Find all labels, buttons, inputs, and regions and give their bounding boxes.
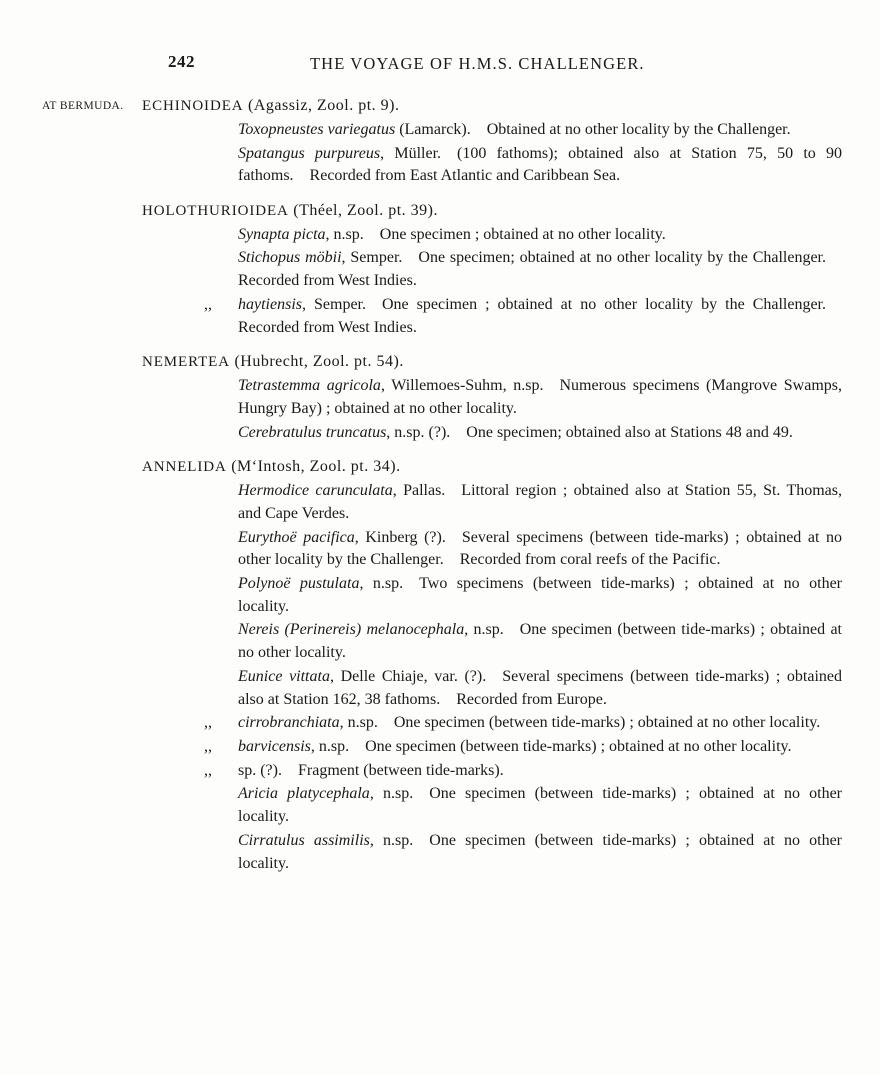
species-entry <box>178 783 842 828</box>
taxon-name: HOLOTHURIOIDEA <box>142 202 289 219</box>
species-name: Eunice vittata <box>238 667 330 685</box>
species-entry <box>178 760 842 783</box>
species-description: (Lamarck). Obtained at no other locality by the Challenger. <box>395 120 791 138</box>
taxon-group <box>142 96 842 188</box>
species-entry <box>178 736 842 759</box>
species-entry <box>178 573 842 618</box>
running-head: THE VOYAGE OF H.M.S. CHALLENGER. <box>310 54 645 73</box>
species-name: Hermodice carunculata <box>238 482 393 500</box>
species-entry <box>178 375 842 420</box>
species-entry <box>178 712 842 735</box>
taxon-group <box>142 457 842 875</box>
taxon-reference: (M‘Intosh, Zool. pt. 34). <box>226 458 401 476</box>
taxon-name: ANNELIDA <box>142 459 227 476</box>
species-description: , n.sp. One specimen (between tide-marks) ; obtained at no other locality. <box>238 785 842 826</box>
species-description: , Semper. One specimen ; obtained at no other locality by the Challenger. Recorded from West Indies. <box>238 295 842 336</box>
species-name: cirrobranchiata <box>238 714 340 732</box>
page-header <box>0 52 880 76</box>
species-name: Tetrastemma agricola <box>238 377 381 395</box>
species-entry <box>178 294 842 339</box>
species-entry <box>178 480 842 525</box>
taxon-group <box>142 201 842 339</box>
species-name: Aricia platycephala <box>238 785 370 803</box>
species-name: Cirratulus assimilis <box>238 831 370 849</box>
species-entry <box>178 422 842 445</box>
species-description: , n.sp. One specimen (between tide-marks) ; obtained at no other locality. <box>238 831 842 872</box>
species-entry <box>178 119 842 142</box>
species-description: , Kinberg (?). Several specimens (between tide-marks) ; obtained at no other locality by the Challenger. Recorded from coral reefs of the Pacific. <box>238 528 843 569</box>
taxon-name: ECHINOIDEA <box>142 98 244 114</box>
taxon-name: NEMERTEA <box>142 354 230 371</box>
species-description: sp. (?). Fragment (between tide-marks). <box>238 761 504 779</box>
species-name: Cerebratulus truncatus <box>238 423 387 441</box>
species-entry <box>178 224 842 247</box>
species-name: Nereis (Perinereis) melanocephala <box>238 621 465 639</box>
species-name: Spatangus purpureus <box>238 144 381 162</box>
species-description: , Semper. One specimen; obtained at no other locality by the Challenger. Recorded from West Indies. <box>238 249 842 290</box>
species-name: haytiensis <box>238 295 302 313</box>
species-description: , n.sp. Two specimens (between tide-marks) ; obtained at no other locality. <box>238 574 843 615</box>
taxon-reference: (Agassiz, Zool. pt. 9). <box>243 97 400 114</box>
ditto-mark: ,, <box>204 761 212 779</box>
taxon-reference: (Théel, Zool. pt. 39). <box>288 201 438 219</box>
species-description: , n.sp. (?). One specimen; obtained also at Stations 48 and 49. <box>386 423 793 441</box>
species-description: , n.sp. One specimen ; obtained at no other locality. <box>325 225 666 243</box>
taxon-group-heading <box>142 201 842 222</box>
taxon-group-heading <box>142 457 842 478</box>
species-name: Synapta picta <box>238 225 326 243</box>
species-name: Toxopneustes variegatus <box>238 120 396 138</box>
margin-note: AT BERMUDA. <box>42 100 124 112</box>
species-description: , Willemoes-Suhm, n.sp. Numerous specimens (Mangrove Swamps, Hungry Bay) ; obtained at no other locality. <box>238 377 842 417</box>
species-description: , n.sp. One specimen (between tide-marks) ; obtained at no other locality. <box>339 714 821 732</box>
ditto-mark: ,, <box>204 738 212 755</box>
species-name: barvicensis <box>238 738 311 755</box>
taxon-group-heading <box>142 352 842 373</box>
body-text <box>142 96 842 888</box>
species-entry <box>178 619 842 664</box>
taxon-group <box>142 352 842 444</box>
species-description: , Pallas. Littoral region ; obtained also at Station 55, St. Thomas, and Cape Verdes. <box>238 482 843 522</box>
species-description: , Müller. (100 fathoms); obtained also at Station 75, 50 to 90 fathoms. Recorded from East Atlantic and Caribbean Sea. <box>238 144 843 185</box>
species-entry <box>178 527 842 572</box>
ditto-mark: ,, <box>204 714 212 732</box>
species-description: , Delle Chiaje, var. (?). Several specimens (between tide-marks) ; obtained also at Station 162, 38 fathoms. Recorded from Europe. <box>238 667 842 708</box>
species-description: , n.sp. One specimen (between tide-marks) ; obtained at no other locality. <box>310 738 792 755</box>
ditto-mark: ,, <box>204 295 212 313</box>
taxon-reference: (Hubrecht, Zool. pt. 54). <box>229 353 404 371</box>
species-description: , n.sp. One specimen (between tide-marks) ; obtained at no other locality. <box>238 621 842 662</box>
species-entry <box>178 830 842 875</box>
species-entry <box>178 143 842 188</box>
page-number: 242 <box>168 52 195 71</box>
species-entry <box>178 666 842 711</box>
species-name: Polynoë pustulata <box>238 574 360 592</box>
species-name: Eurythoë pacifica <box>238 528 355 546</box>
taxon-group-heading <box>142 96 842 117</box>
species-name: Stichopus möbii <box>238 249 342 267</box>
species-entry <box>178 247 842 292</box>
